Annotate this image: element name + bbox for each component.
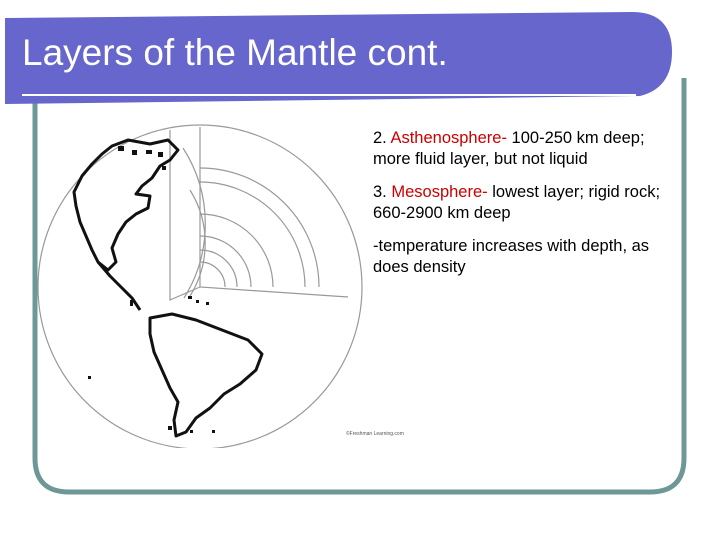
item-description: lowest layer; rigid rock; 660-2900 km deep bbox=[373, 183, 661, 222]
island-mark bbox=[212, 430, 215, 433]
south-america-coastline bbox=[150, 314, 262, 436]
island-mark bbox=[168, 426, 172, 430]
layer-arc bbox=[200, 262, 225, 287]
slide-title: Layers of the Mantle cont. bbox=[22, 32, 448, 73]
term-asthenosphere: Asthenosphere- bbox=[390, 129, 507, 147]
island-mark bbox=[206, 302, 209, 305]
earth-cutaway-diagram bbox=[36, 122, 370, 448]
island-mark bbox=[162, 166, 166, 170]
layer-arc bbox=[200, 236, 251, 287]
item-number: 3. bbox=[373, 183, 387, 201]
term-mesosphere: Mesosphere- bbox=[391, 183, 488, 201]
island-mark bbox=[196, 300, 199, 303]
central-america-coastline bbox=[98, 262, 140, 310]
island-mark bbox=[188, 296, 192, 299]
item-text: -temperature increases with depth, as does density bbox=[373, 237, 650, 276]
core-wedge-outline bbox=[170, 127, 348, 300]
item-description: 100-250 km deep; more fluid layer, but not liquid bbox=[373, 129, 645, 168]
layer-arc bbox=[200, 250, 237, 287]
content-text bbox=[373, 128, 673, 290]
island-mark bbox=[132, 150, 137, 155]
list-item bbox=[373, 128, 673, 170]
island-mark bbox=[88, 376, 91, 379]
image-credit: ©Freshman Learning.com bbox=[346, 431, 404, 437]
north-america-coastline bbox=[74, 140, 178, 270]
island-mark bbox=[118, 146, 124, 151]
list-item bbox=[373, 182, 673, 224]
layer-arc bbox=[200, 182, 305, 287]
island-mark bbox=[190, 430, 193, 433]
layer-arc bbox=[190, 190, 205, 296]
list-item bbox=[373, 236, 673, 278]
layer-arc bbox=[200, 214, 273, 287]
island-mark bbox=[146, 150, 152, 154]
item-number: 2. bbox=[373, 129, 387, 147]
island-mark bbox=[130, 300, 133, 306]
layer-arc bbox=[183, 148, 205, 298]
island-mark bbox=[158, 152, 163, 157]
